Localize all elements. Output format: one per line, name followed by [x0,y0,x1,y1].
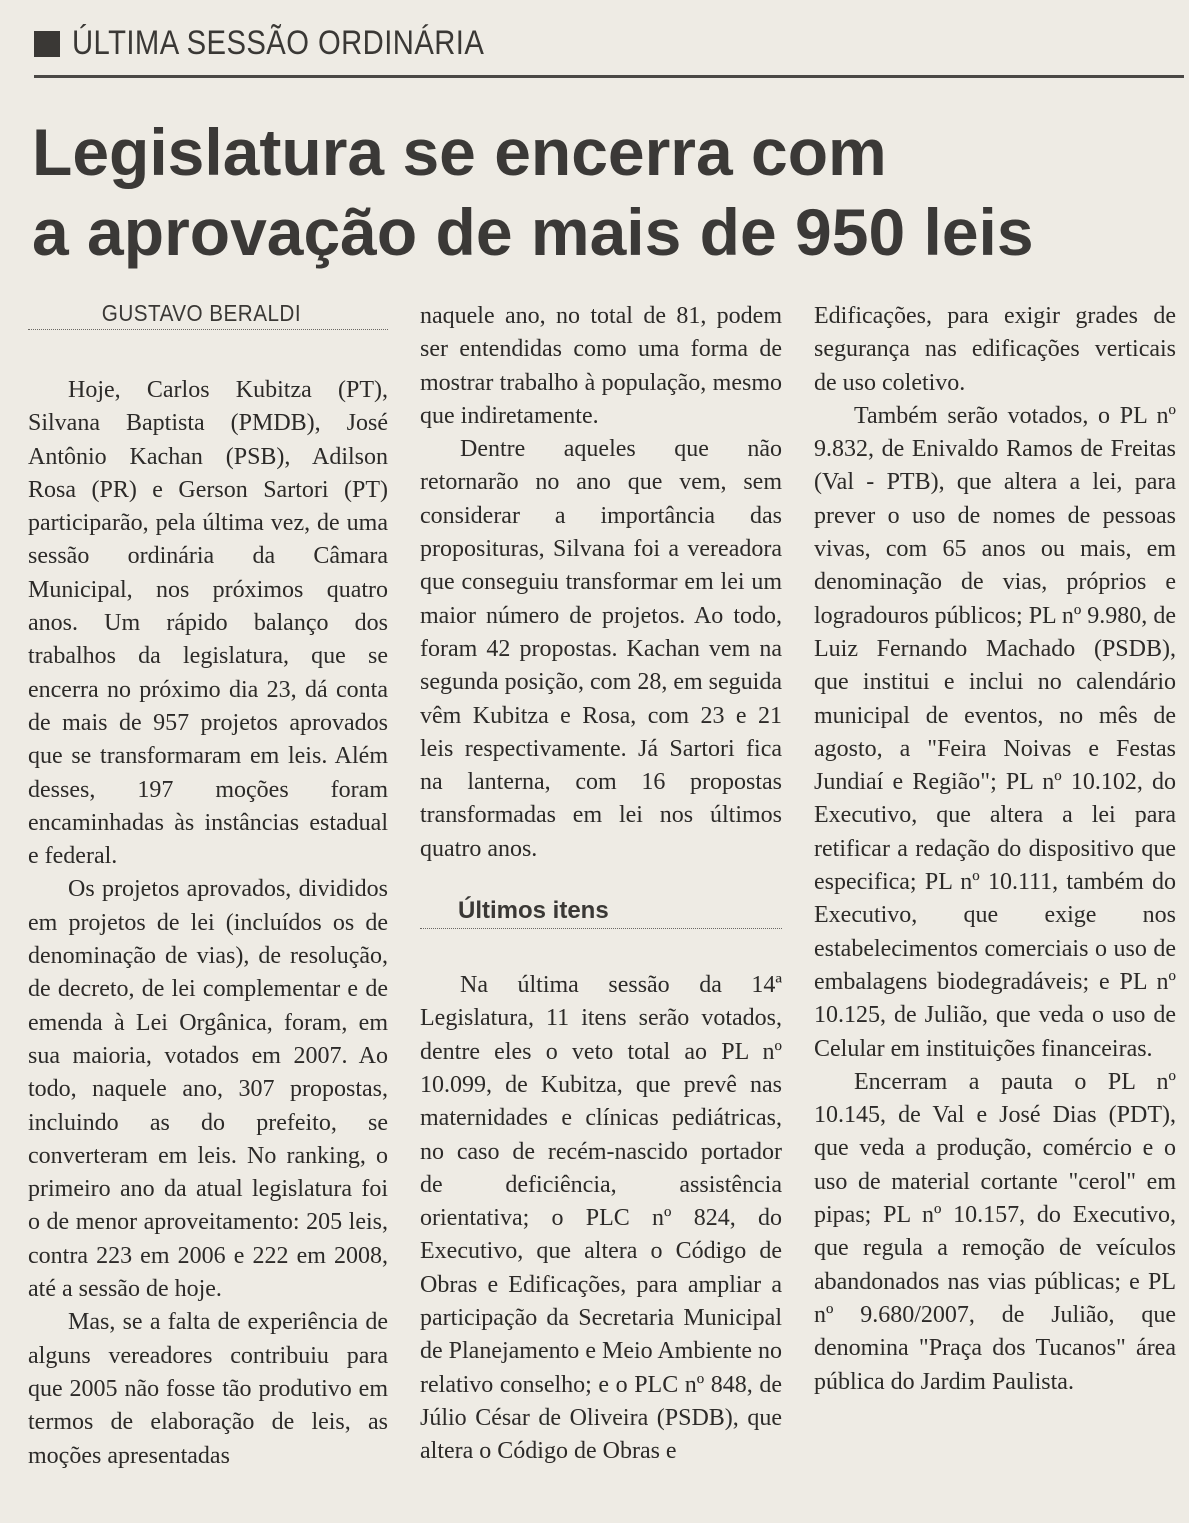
paragraph-continuation: naquele ano, no total de 81, podem ser entendidas como uma forma de mostrar trabalho à população, mesmo que indiretamente. [420,303,782,429]
article-column-3 [814,300,1176,1399]
paragraph-continuation: Edificações, para exigir grades de segurança nas edificações verticais de uso coletivo. [814,303,1176,396]
article-column-2 [420,300,782,1469]
paragraph: Mas, se a falta de experiência de alguns vereadores contribuiu para que 2005 não fosse tão produtivo em termos de elaboração de leis, as moções apresentadas [28,1309,388,1469]
headline-line-1: Legislatura se encerra com [32,115,887,189]
paragraph: Os projetos aprovados, divididos em projetos de lei (incluídos os de denominação de vias), de resolução, de decreto, de lei complementar e de emenda à Lei Orgânica, foram, em sua maioria, votados em 2007. Ao todo, naquele ano, 307 propostas, incluindo as do prefeito, se converteram em leis. No ranking, o primeiro ano da atual legislatura foi o de menor aproveitamento: 205 leis, contra 223 em 2006 e 222 em 2008, até a sessão de hoje. [28,876,388,1303]
section-title: ÚLTIMA SESSÃO ORDINÁRIA [72,24,485,62]
paragraph: Na última sessão da 14ª Legislatura, 11 itens serão votados, dentre eles o veto total ao PL nº 10.099, de Kubitza, que prevê nas maternidades e clínicas pediátricas, no caso de recém-nascido portador de deficiência, assistência orientativa; o PLC nº 824, do Executivo, que altera o Código de Obras e Edificações, para ampliar a participação da Secretaria Municipal de Planejamento e Meio Ambiente no relativo conselho; e o PLC nº 848, de Júlio César de Oliveira (PSDB), que altera o Código de Obras e [420,972,782,1465]
square-bullet-icon [34,31,60,57]
header-rule [34,75,1184,78]
paragraph: Também serão votados, o PL nº 9.832, de Enivaldo Ramos de Freitas (Val - PTB), que altera a lei, para prever o uso de nomes de pessoas vivas, com 65 anos ou mais, em denominação de vias, próprios e logradouros públicos; PL nº 9.980, de Luiz Fernando Machado (PSDB), que institui e inclui no calendário municipal de eventos, no mês de agosto, a "Feira Noivas e Festas Jundiaí e Região"; PL nº 10.102, do Executivo, que altera a lei para retificar a redação do dispositivo que especifica; PL nº 10.111, também do Executivo, que exige nos estabelecimentos comerciais o uso de embalagens biodegradáveis; e PL nº 10.125, de Julião, que veda o uso de Celular em instituições financeiras. [814,402,1176,1062]
headline [32,112,1182,272]
paragraph: Dentre aqueles que não retornarão no ano que vem, sem considerar a importância das proposituras, Silvana foi a vereadora que conseguiu transformar em lei um maior número de projetos. Ao todo, foram 42 propostas. Kachan vem na segunda posição, com 28, em seguida vêm Kubitza e Rosa, com 23 e 21 leis respectivamente. Já Sartori fica na lanterna, com 16 propostas transformadas em lei nos últimos quatro anos. [420,436,782,862]
article-column-1 [28,300,388,1473]
headline-line-2: a aprovação de mais de 950 leis [32,195,1034,269]
section-header [34,24,551,63]
byline-rule [28,329,388,330]
byline: GUSTAVO BERALDI [101,300,302,326]
paragraph: Hoje, Carlos Kubitza (PT), Silvana Baptista (PMDB), José Antônio Kachan (PSB), Adilson Rosa (PR) e Gerson Sartori (PT) participarão, pela última vez, de uma sessão ordinária da Câmara Municipal, nos próximos quatro anos. Um rápido balanço dos trabalhos da legislatura, que se encerra no próximo dia 23, dá conta de mais de 957 projetos aprovados que se transformaram em leis. Além desses, 197 moções foram encaminhadas às instâncias estadual e federal. [28,377,388,870]
subhead-rule [420,928,782,929]
paragraph: Encerram a pauta o PL nº 10.145, de Val e José Dias (PDT), que veda a produção, comércio e o uso de material cortante "cerol" em pipas; PL nº 10.157, do Executivo, que regula a remoção de veículos abandonados nas vias públicas; e PL nº 9.680/2007, de Julião, que denomina "Praça dos Tucanos" área pública do Jardim Paulista. [814,1068,1176,1395]
subhead: Últimos itens [458,897,609,925]
